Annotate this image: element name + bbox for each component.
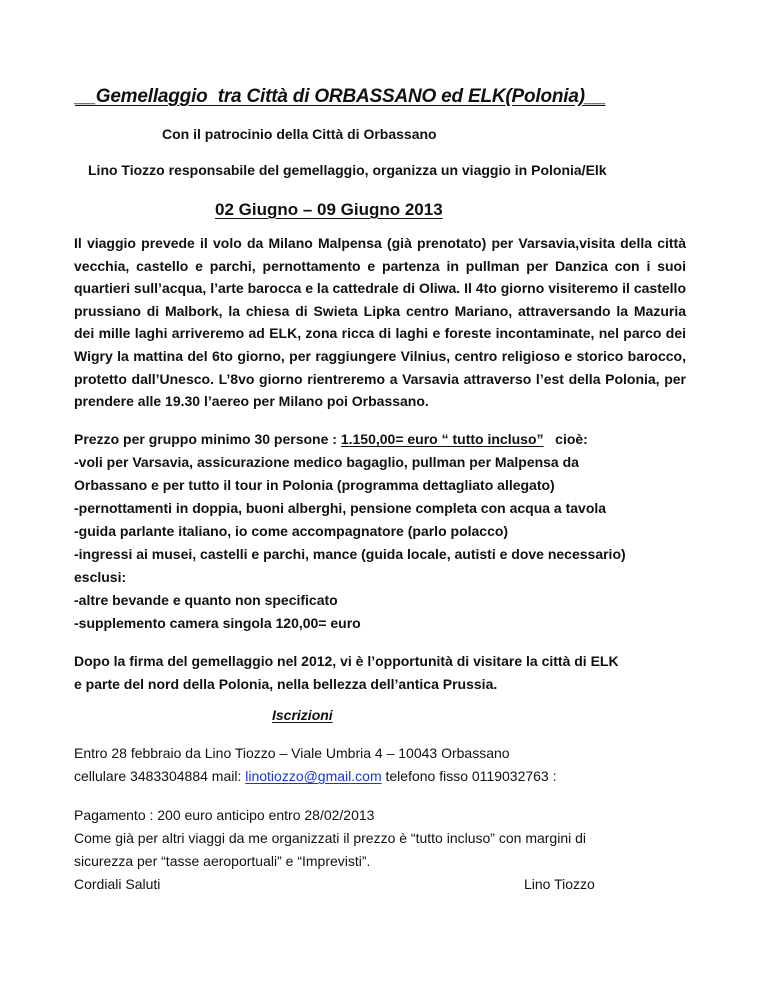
excluded-item: -supplemento camera singola 120,00= euro bbox=[74, 615, 361, 631]
registration-heading: Iscrizioni bbox=[272, 707, 333, 723]
included-item: -ingressi ai musei, castelli e parchi, mance (guida locale, autisti e dove necessario) bbox=[74, 546, 626, 562]
included-item: -pernottamenti in doppia, buoni alberghi, pensione completa con acqua a tavola bbox=[74, 500, 607, 516]
payment-line: Pagamento : 200 euro anticipo entro 28/02/2013 bbox=[74, 807, 375, 823]
signature: Lino Tiozzo bbox=[524, 876, 595, 892]
registration-line: Entro 28 febbraio da Lino Tiozzo – Viale Umbria 4 – 10043 Orbassano bbox=[74, 745, 510, 761]
itinerary-paragraph: Il viaggio prevede il volo da Milano Malpensa (già prenotato) per Varsavia,visita della città vecchia, castello e parchi, pernottamento e partenza in pullman per Danzica con i suoi quartieri sull’acqua, l’arte barocca e la cattedrale di Oliwa. Il 4to giorno visiteremo il castello prussiano di Malbork, la chiesa di Swieta Lipka centro Mariano, attraversando la Mazuria dei mille laghi arriveremo ad ELK, zona ricca di laghi e foreste incontaminate, nel parco dei Wigry la mattina del 6to giorno, per raggiungere Vilnius, centro religioso e storico barocco, protetto dall’Unesco. L’8vo giorno rientreremo a Varsavia attraverso l’est della Polonia, per prendere alle 19.30 l’aereo per Milano poi Orbassano. bbox=[74, 235, 686, 410]
payment-line: Come già per altri viaggi da me organizzati il prezzo è “tutto incluso” con margini di bbox=[74, 830, 587, 846]
price-line bbox=[74, 429, 588, 450]
excluded-label: esclusi: bbox=[74, 569, 127, 585]
patronage-line: Con il patrocinio della Città di Orbassano bbox=[162, 126, 437, 142]
organizer-line: Lino Tiozzo responsabile del gemellaggio, organizza un viaggio in Polonia/Elk bbox=[88, 162, 607, 178]
landline-text: telefono fisso 0119032763 : bbox=[381, 768, 557, 784]
excluded-item: -altre bevande e quanto non specificato bbox=[74, 592, 338, 608]
twinning-note-line: e parte del nord della Polonia, nella bellezza dell’antica Prussia. bbox=[74, 676, 498, 692]
document-title: __Gemellaggio tra Città di ORBASSANO ed ELK(Polonia)__ bbox=[75, 86, 606, 107]
price-prefix: Prezzo per gruppo minimo 30 persone : bbox=[74, 431, 341, 447]
mobile-text: cellulare 3483304884 mail: bbox=[74, 768, 246, 784]
included-item: Orbassano e per tutto il tour in Polonia (programma dettagliato allegato) bbox=[74, 477, 555, 493]
price-amount: 1.150,00= euro “ tutto incluso” bbox=[340, 431, 544, 447]
trip-dates: 02 Giugno – 09 Giugno 2013 bbox=[215, 200, 443, 219]
closing-greeting: Cordiali Saluti bbox=[74, 876, 161, 892]
contact-line bbox=[74, 766, 557, 787]
included-item: -voli per Varsavia, assicurazione medico bagaglio, pullman per Malpensa da bbox=[74, 454, 579, 470]
price-suffix: cioè: bbox=[555, 431, 588, 447]
email-link[interactable]: linotiozzo@gmail.com bbox=[245, 768, 382, 784]
payment-line: sicurezza per “tasse aeroportuali” e “Imprevisti”. bbox=[74, 853, 371, 869]
included-item: -guida parlante italiano, io come accompagnatore (parlo polacco) bbox=[74, 523, 509, 539]
twinning-note-line: Dopo la firma del gemellaggio nel 2012, vi è l’opportunità di visitare la città di ELK bbox=[74, 653, 619, 669]
